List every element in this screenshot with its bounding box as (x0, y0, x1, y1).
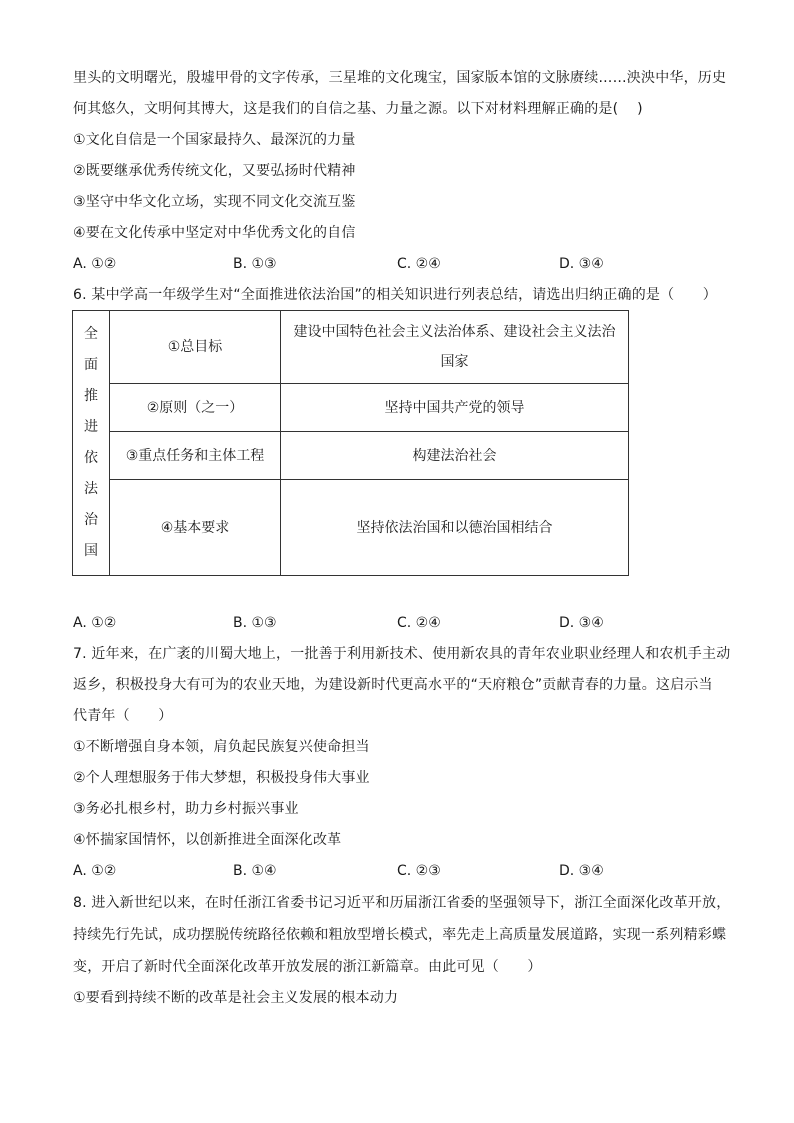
table-row (73, 384, 629, 432)
q5-item-4: ④要在文化传承中坚定对中华优秀文化的自信 (73, 225, 356, 241)
table-row (73, 432, 629, 480)
q7-option-a: A. ①② (73, 863, 117, 879)
q7-option-d: D. ③④ (559, 863, 604, 879)
side-char: 推 (84, 388, 98, 404)
q6-option-d: D. ③④ (559, 615, 604, 631)
q5-stem-line-1: 里头的文明曙光，殷墟甲骨的文字传承，三星堆的文化瑰宝，国家版本馆的文脉赓续……泱泱中华，历史 (73, 70, 727, 86)
q7-item-3: ③务必扎根乡村，助力乡村振兴事业 (73, 801, 299, 817)
row-content-overall-goal (281, 311, 629, 384)
q7-stem-line-2: 返乡，积极投身大有可为的农业天地，为建设新时代更高水平的“天府粮仓”贡献青春的力量。这启示当 (73, 677, 713, 693)
q5-item-1: ①文化自信是一个国家最持久、最深沉的力量 (73, 132, 356, 148)
q5-option-c: C. ②④ (397, 256, 441, 272)
q8-stem-line-1: 8. 进入新世纪以来，在时任浙江省委书记习近平和历届浙江省委的坚强领导下，浙江全面深化改革开放， (73, 895, 731, 911)
q8-item-1: ①要看到持续不断的改革是社会主义发展的根本动力 (73, 990, 399, 1006)
side-char: 治 (84, 512, 98, 528)
q6-option-c: C. ②④ (397, 615, 441, 631)
q5-item-2: ②既要继承优秀传统文化，又要弘扬时代精神 (73, 163, 356, 179)
q5-option-b: B. ①③ (233, 256, 277, 272)
q7-stem-line-3: 代青年（ ） (73, 708, 173, 724)
row-content-principle: 坚持中国共产党的领导 (281, 384, 629, 432)
row-label-key-task: ③重点任务和主体工程 (110, 432, 281, 480)
side-char: 依 (84, 450, 98, 466)
q5-option-d: D. ③④ (559, 256, 604, 272)
row-label-overall-goal: ①总目标 (110, 311, 281, 384)
q7-stem-line-1: 7. 近年来，在广袤的川蜀大地上，一批善于利用新技术、使用新农具的青年农业职业经理人和农机手主动 (73, 646, 731, 662)
q5-option-a: A. ①② (73, 256, 117, 272)
content-line: 国家 (440, 354, 469, 370)
row-content-key-task: 构建法治社会 (281, 432, 629, 480)
q8-stem-line-3: 变，开启了新时代全面深化改革开放发展的浙江新篇章。由此可见（ ） (73, 959, 542, 975)
table-row (73, 311, 629, 384)
side-char: 全 (84, 326, 98, 342)
table-side-heading (73, 311, 110, 576)
table-row (73, 480, 629, 576)
q7-item-4: ④怀揣家国情怀，以创新推进全面深化改革 (73, 832, 342, 848)
q5-options (73, 254, 733, 274)
q6-option-a: A. ①② (73, 615, 117, 631)
q7-item-2: ②个人理想服务于伟大梦想，积极投身伟大事业 (73, 770, 370, 786)
row-label-basic-requirement: ④基本要求 (110, 480, 281, 576)
row-content-basic-requirement: 坚持依法治国和以德治国相结合 (281, 480, 629, 576)
side-char: 法 (84, 481, 98, 497)
q7-option-c: C. ②③ (397, 863, 441, 879)
q7-option-b: B. ①④ (233, 863, 277, 879)
q7-item-1: ①不断增强自身本领，肩负起民族复兴使命担当 (73, 739, 370, 755)
content-line: 建设中国特色社会主义法治体系、建设社会主义法治 (293, 324, 616, 340)
q5-stem-line-2: 何其悠久，文明何其博大，这是我们的自信之基、力量之源。以下对材料理解正确的是( ) (73, 101, 643, 117)
row-label-principle: ②原则（之一） (110, 384, 281, 432)
q6-options (73, 613, 733, 633)
side-char: 进 (84, 419, 98, 435)
q5-item-3: ③坚守中华文化立场，实现不同文化交流互鉴 (73, 194, 356, 210)
side-char: 面 (84, 357, 98, 373)
q7-options (73, 861, 733, 881)
q6-option-b: B. ①③ (233, 615, 277, 631)
rule-of-law-table (72, 310, 629, 576)
q6-stem: 6. 某中学高一年级学生对“全面推进依法治国”的相关知识进行列表总结，请选出归纳正确的是（ ） (73, 287, 717, 303)
side-char: 国 (84, 543, 98, 559)
q8-stem-line-2: 持续先行先试，成功摆脱传统路径依赖和粗放型增长模式，率先走上高质量发展道路，实现一系列精彩蝶 (73, 927, 727, 943)
